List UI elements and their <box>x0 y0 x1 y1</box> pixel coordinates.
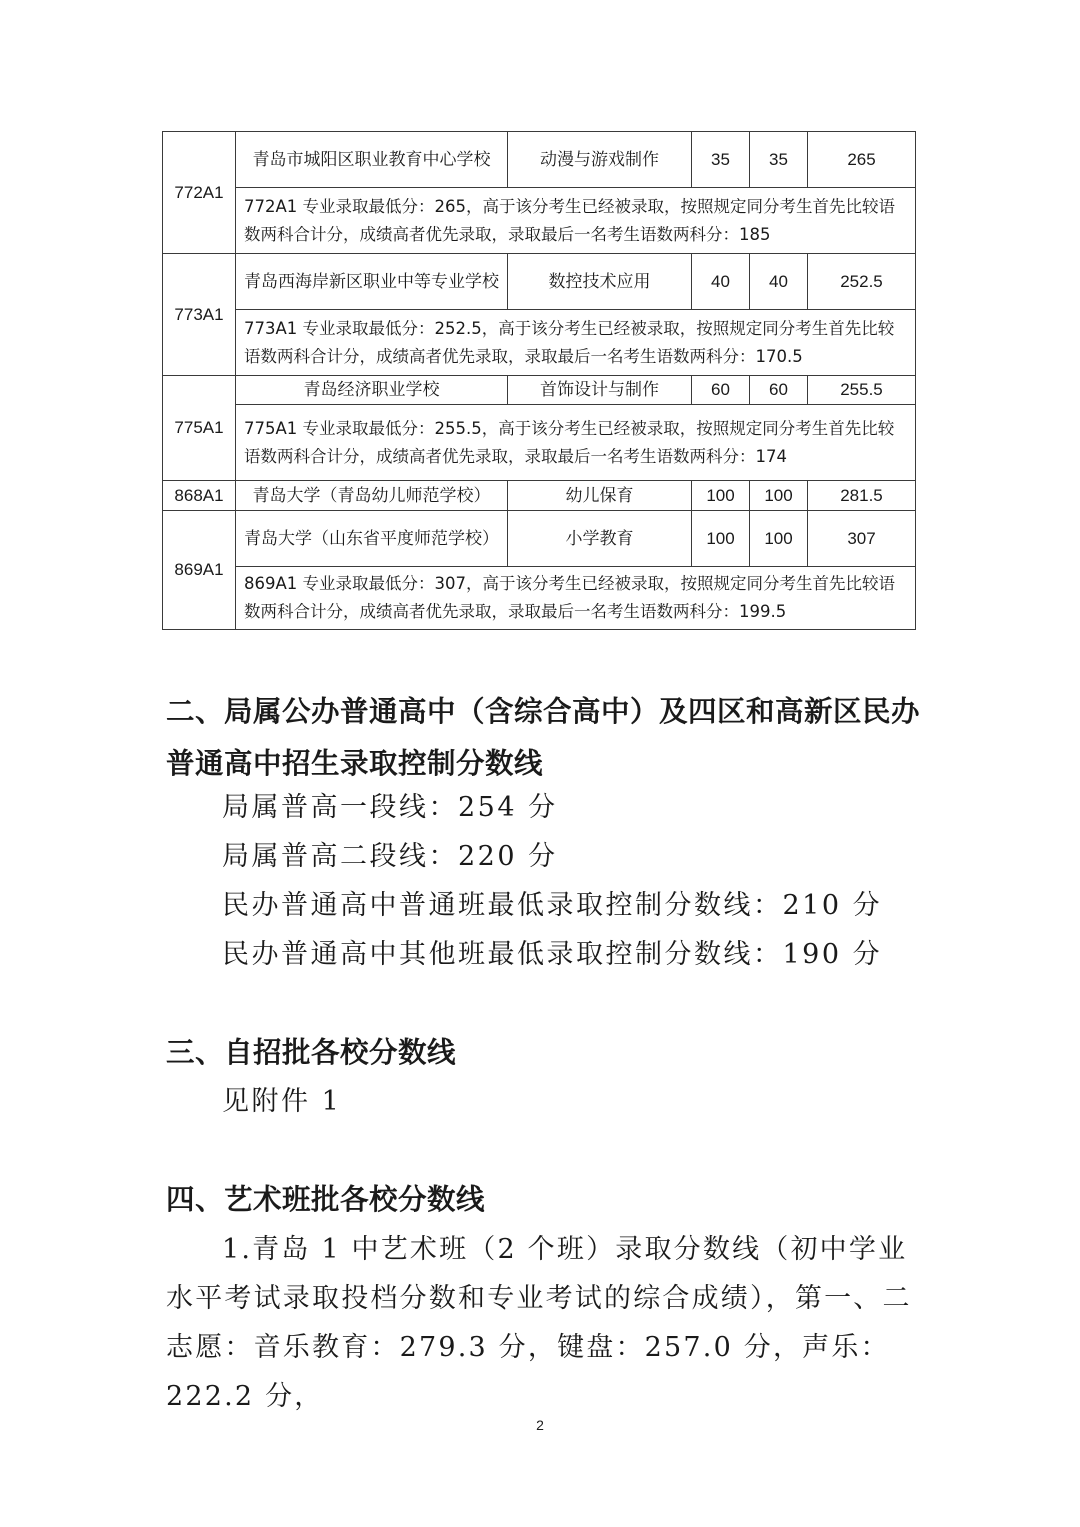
plan-count: 35 <box>692 132 750 188</box>
major-code: 772A1 <box>163 132 236 254</box>
table-row <box>163 188 916 254</box>
school-name: 青岛经济职业学校 <box>236 376 508 405</box>
major-name: 小学教育 <box>508 511 692 567</box>
major-name: 动漫与游戏制作 <box>508 132 692 188</box>
admission-note: 869A1 专业录取最低分：307，高于该分考生已经被录取，按照规定同分考生首先比较语数两科合计分，成绩高者优先录取，录取最后一名考生语数两科分：199.5 <box>236 567 916 630</box>
section-heading: 二、局属公办普通高中（含综合高中）及四区和高新区民办普通高中招生录取控制分数线 <box>166 695 921 780</box>
body-line: 见附件 1 <box>222 1086 342 1117</box>
major-code: 773A1 <box>163 254 236 376</box>
plan-count: 100 <box>692 511 750 567</box>
score-line: 局属普高一段线：254 分 <box>222 792 558 823</box>
school-name: 青岛大学（青岛幼儿师范学校） <box>236 481 508 511</box>
admitted-count: 100 <box>750 481 808 511</box>
table-row <box>163 310 916 376</box>
table-row <box>163 376 916 405</box>
plan-count: 60 <box>692 376 750 405</box>
min-score: 255.5 <box>808 376 916 405</box>
school-name: 青岛市城阳区职业教育中心学校 <box>236 132 508 188</box>
min-score: 265 <box>808 132 916 188</box>
table-row <box>163 481 916 511</box>
plan-count: 40 <box>692 254 750 310</box>
table-row <box>163 567 916 630</box>
major-name: 幼儿保育 <box>508 481 692 511</box>
admitted-count: 60 <box>750 376 808 405</box>
major-code: 868A1 <box>163 481 236 511</box>
table-row <box>163 254 916 310</box>
table-row <box>163 132 916 188</box>
min-score: 307 <box>808 511 916 567</box>
plan-count: 100 <box>692 481 750 511</box>
admission-note: 772A1 专业录取最低分：265，高于该分考生已经被录取，按照规定同分考生首先比较语数两科合计分，成绩高者优先录取，录取最后一名考生语数两科分：185 <box>236 188 916 254</box>
min-score: 281.5 <box>808 481 916 511</box>
score-line: 民办普通高中其他班最低录取控制分数线：190 分 <box>222 939 883 970</box>
score-line: 民办普通高中普通班最低录取控制分数线：210 分 <box>222 890 883 921</box>
admitted-count: 35 <box>750 132 808 188</box>
admitted-count: 40 <box>750 254 808 310</box>
score-line: 局属普高二段线：220 分 <box>222 841 558 872</box>
table-row <box>163 405 916 481</box>
admission-score-table <box>162 131 916 630</box>
admitted-count: 100 <box>750 511 808 567</box>
school-name: 青岛西海岸新区职业中等专业学校 <box>236 254 508 310</box>
admission-note: 775A1 专业录取最低分：255.5，高于该分考生已经被录取，按照规定同分考生首先比较语数两科合计分，成绩高者优先录取，录取最后一名考生语数两科分：174 <box>236 405 916 481</box>
school-name: 青岛大学（山东省平度师范学校） <box>236 511 508 567</box>
major-code: 869A1 <box>163 511 236 630</box>
body-paragraph: 1.青岛 1 中艺术班（2 个班）录取分数线（初中学业水平考试录取投档分数和专业考试的综合成绩），第一、二志愿：音乐教育：279.3 分，键盘：257.0 分，声乐：222.2 分， <box>166 1234 912 1412</box>
major-name: 数控技术应用 <box>508 254 692 310</box>
page-number: 2 <box>536 1417 544 1433</box>
section-heading: 四、艺术班批各校分数线 <box>166 1183 486 1216</box>
admission-note: 773A1 专业录取最低分：252.5，高于该分考生已经被录取，按照规定同分考生首先比较语数两科合计分，成绩高者优先录取，录取最后一名考生语数两科分：170.5 <box>236 310 916 376</box>
min-score: 252.5 <box>808 254 916 310</box>
section-heading: 三、自招批各校分数线 <box>166 1036 457 1069</box>
table-row <box>163 511 916 567</box>
major-code: 775A1 <box>163 376 236 481</box>
major-name: 首饰设计与制作 <box>508 376 692 405</box>
